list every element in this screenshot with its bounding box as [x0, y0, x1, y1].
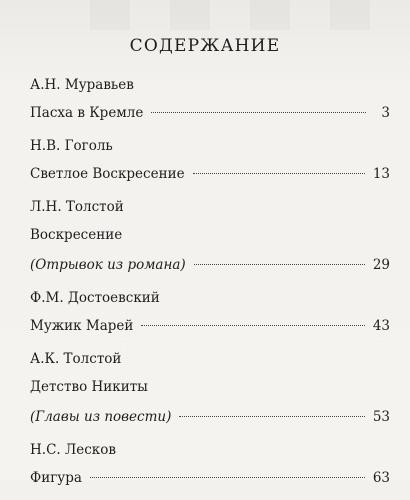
work-title: Мужик Марей: [30, 318, 134, 334]
dot-leader: [179, 416, 364, 417]
page-number: 63: [372, 470, 390, 486]
work-subtitle: (Отрывок из романа): [30, 257, 186, 273]
toc-entry: [30, 74, 390, 124]
toc-line: [30, 254, 390, 276]
page-number: 13: [372, 166, 390, 182]
page-number: 43: [372, 318, 390, 334]
author-name: Ф.М. Достоевский: [30, 290, 160, 306]
toc-line: [30, 163, 390, 185]
dot-leader: [141, 325, 364, 326]
dot-leader: [90, 477, 365, 478]
author-name: Н.В. Гоголь: [30, 138, 113, 154]
author-name: Н.С. Лесков: [30, 442, 116, 458]
bleed-through-texture: [90, 0, 390, 30]
dot-leader: [151, 112, 366, 113]
author-name: А.Н. Муравьев: [30, 77, 134, 93]
author-name: Л.Н. Толстой: [30, 199, 124, 215]
toc-line: [30, 406, 390, 428]
toc-entry: [30, 196, 390, 276]
page-title: СОДЕРЖАНИЕ: [129, 36, 281, 56]
page-number: 29: [372, 257, 390, 273]
toc-line: [30, 315, 390, 337]
toc-entry: [30, 439, 390, 489]
page-number: 3: [381, 105, 390, 121]
dot-leader: [193, 173, 365, 174]
work-title: Воскресение: [30, 227, 123, 243]
toc-entry: [30, 348, 390, 428]
work-title: Пасха в Кремле: [30, 105, 144, 121]
toc-line: [30, 102, 390, 124]
work-title: Светлое Воскресение: [30, 166, 185, 182]
work-title: Фигура: [30, 470, 82, 486]
toc-line: [30, 467, 390, 489]
toc-entry: [30, 135, 390, 185]
table-of-contents: [30, 74, 390, 500]
author-name: А.К. Толстой: [30, 351, 122, 367]
work-title: Детство Никиты: [30, 379, 148, 395]
dot-leader: [194, 264, 365, 265]
toc-entry: [30, 287, 390, 337]
work-subtitle: (Главы из повести): [30, 409, 172, 425]
page-number: 53: [372, 409, 390, 425]
